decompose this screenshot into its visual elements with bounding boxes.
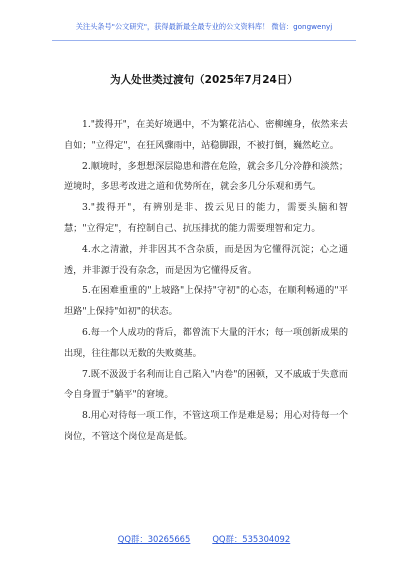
header-divider xyxy=(52,40,356,41)
qq-group-link-2[interactable]: QQ群：535304092 xyxy=(212,534,291,544)
header-banner[interactable]: 关注头条号"公文研究"，获得最新最全最专业的公文资料库！ 微信：gongwenyj xyxy=(75,22,333,31)
document-title: 为人处世类过渡句（2025年7月24日） xyxy=(110,74,298,86)
document-body xyxy=(64,115,348,448)
paragraph-4: 4.水之清澈，并非因其不含杂质，而是因为它懂得沉淀；心之通透，并非源于没有杂念，而是因为它懂得反省。 xyxy=(64,243,348,276)
paragraph-6: 6.每一个人成功的背后，都曾流下大量的汗水；每一项创新成果的出现，往往都以无数的失败奠基。 xyxy=(64,326,349,359)
footer xyxy=(0,533,408,545)
paragraph-2: 2.顺境时，多想想深层隐患和潜在危险，就会多几分冷静和淡然；逆境时，多思考改进之道和优势所在，就会多几分乐观和勇气。 xyxy=(64,160,349,193)
paragraph-3: 3."拨得开"，有辨别是非、拨云见日的能力，需要头脑和智慧；"立得定"，有控制自己、抗压排扰的能力需要理智和定力。 xyxy=(64,202,348,234)
paragraph-1: 1."拨得开"，在美好境遇中，不为繁花沾心、密柳缠身，依然来去自如；"立得定"，在狂风骤雨中，站稳脚跟，不被打倒，巍然屹立。 xyxy=(64,119,348,151)
paragraph-7: 7.既不汲汲于名利而让自己陷入"内卷"的困顿，又不戚戚于失意而令自身置于"躺平"的窘境。 xyxy=(64,368,348,401)
paragraph-5: 5.在困难重重的"上坡路"上保持"守初"的心态，在顺利畅通的"平坦路"上保持"如初"的状态。 xyxy=(64,285,348,318)
paragraph-8: 8.用心对待每一项工作，不管这项工作是难是易；用心对待每一个岗位，不管这个岗位是高是低。 xyxy=(64,410,349,442)
qq-group-link-1[interactable]: QQ群：30265665 xyxy=(117,534,191,544)
